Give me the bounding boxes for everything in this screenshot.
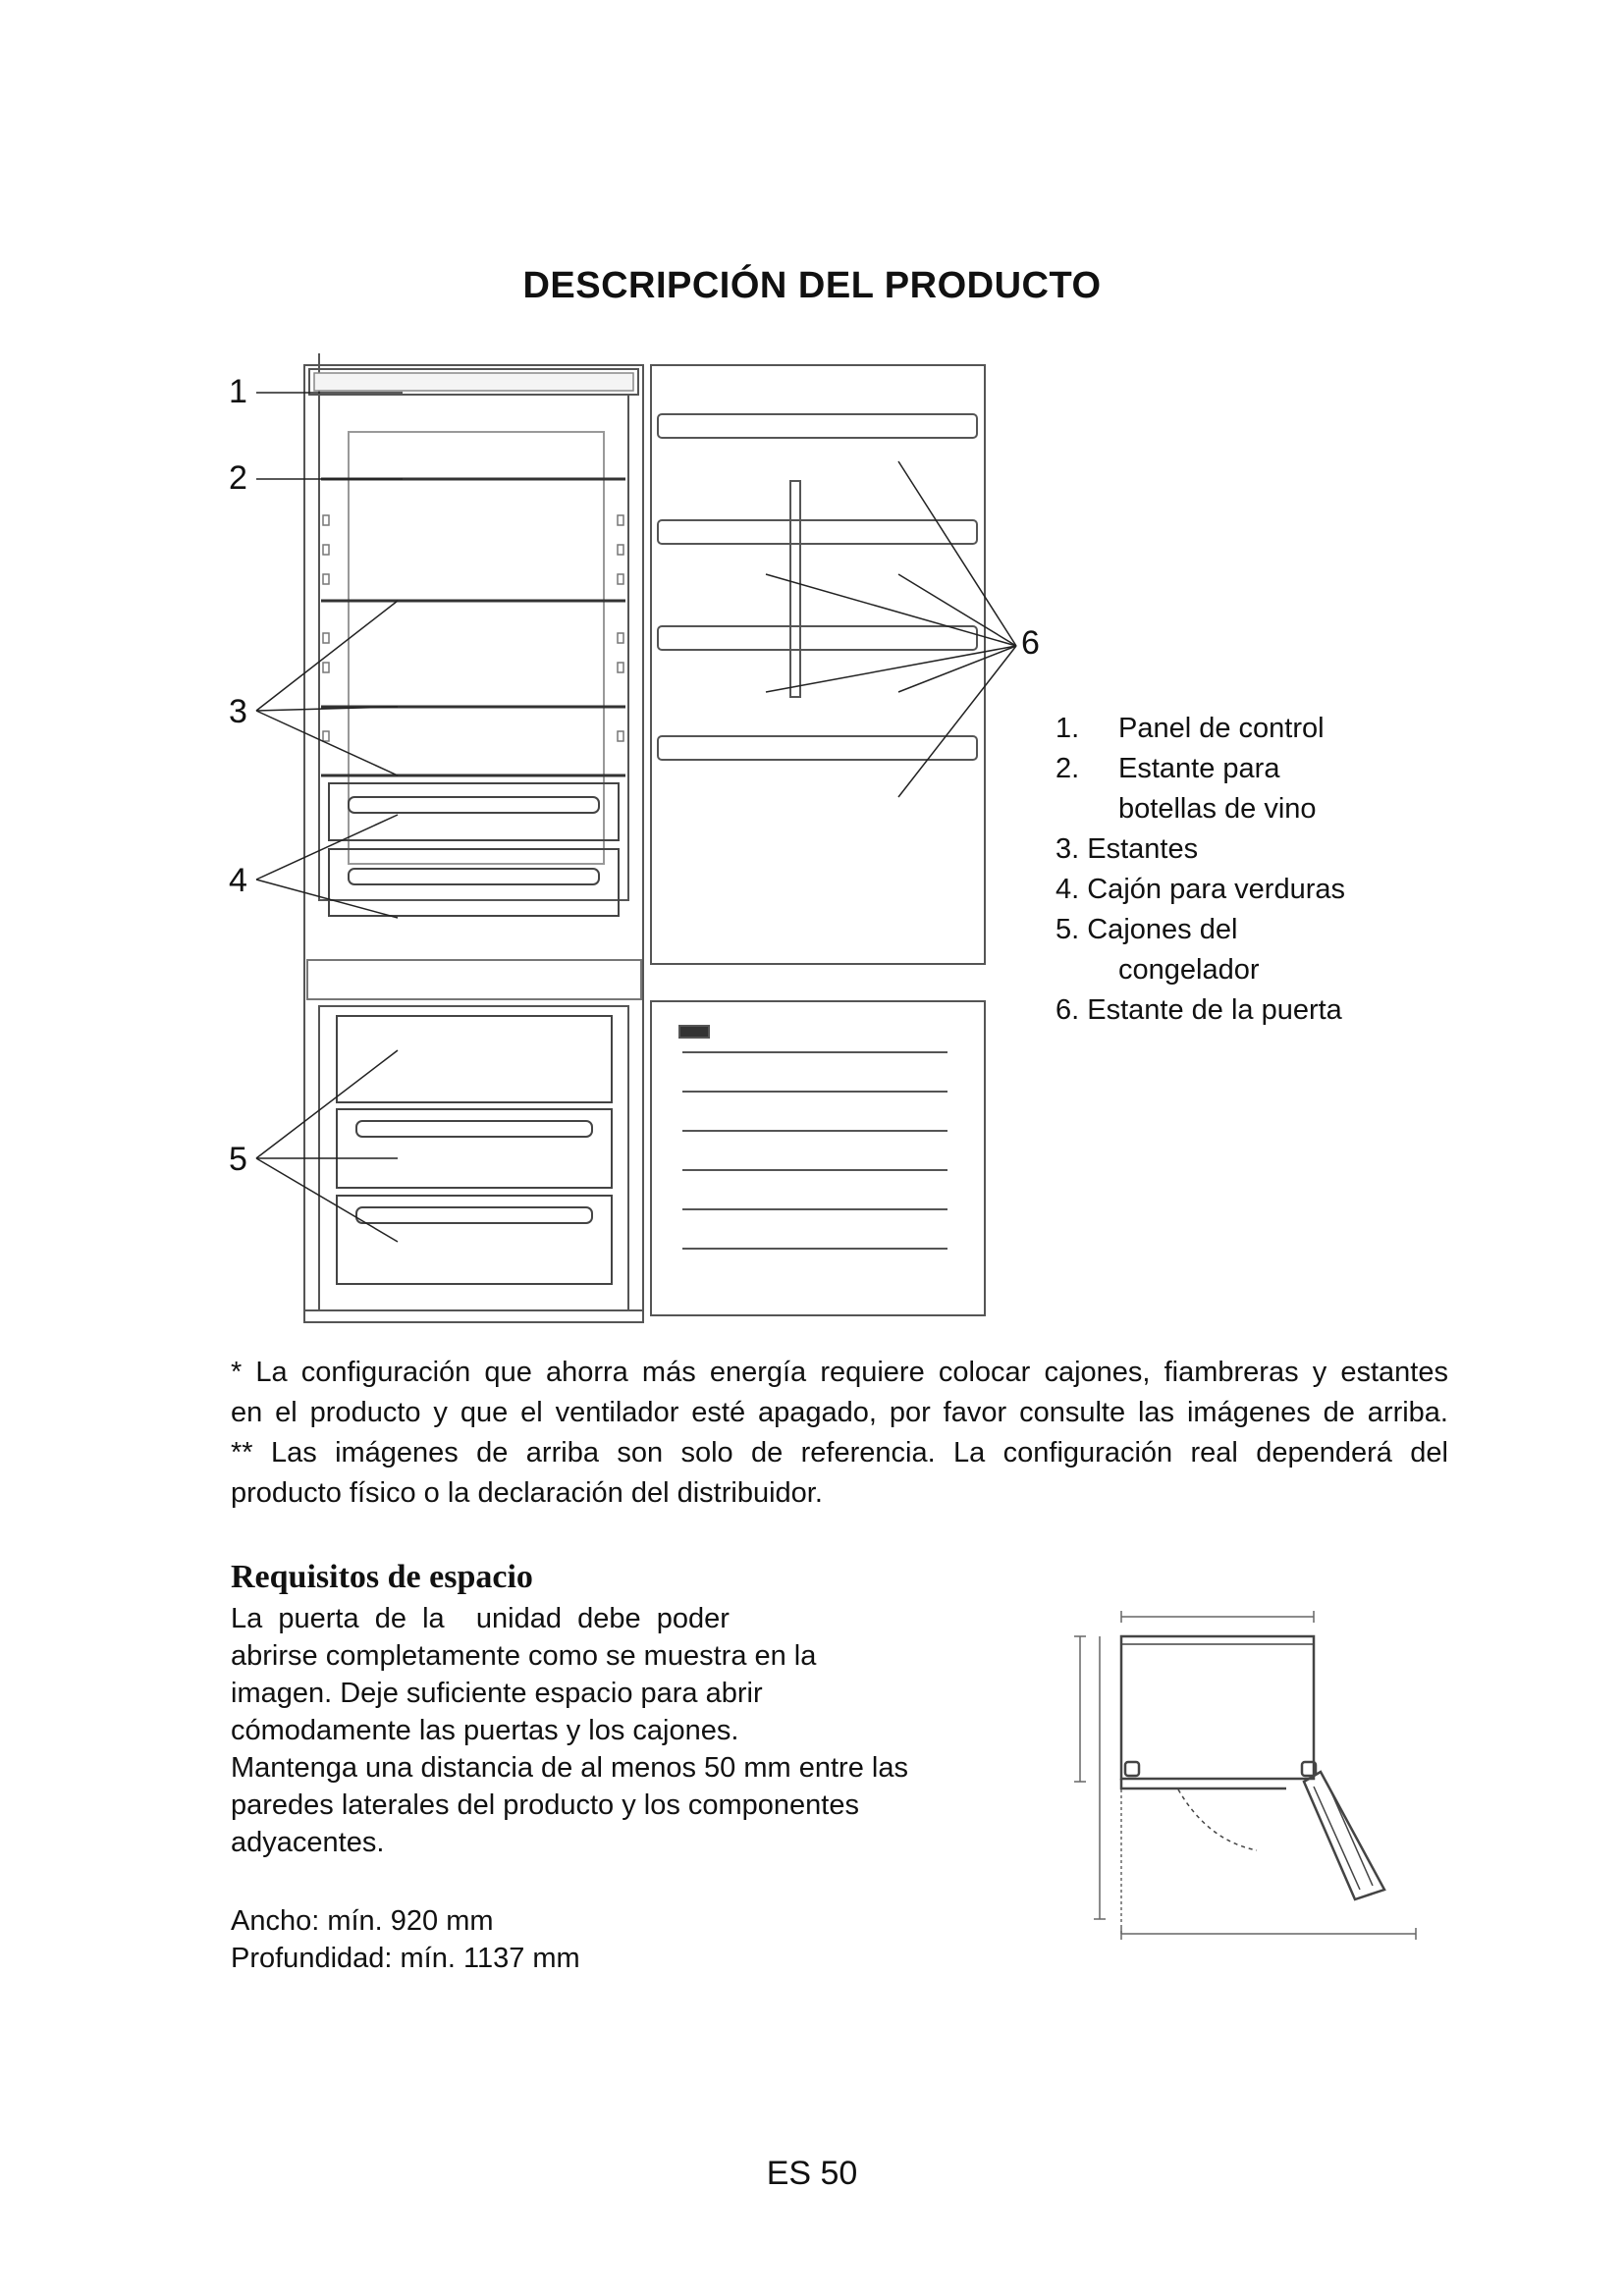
shelves — [321, 479, 625, 775]
door-shelf-2 — [658, 520, 977, 544]
callout-4: 4 — [229, 862, 247, 899]
door-opening-diagram — [1060, 1595, 1434, 1949]
door-shelf-1 — [658, 414, 977, 438]
fridge-diagram — [221, 353, 1040, 1335]
legend-item-6: 6. Estante de la puerta — [1056, 994, 1342, 1026]
space-requirements-text — [231, 1600, 957, 1861]
fridge-door — [651, 365, 985, 964]
cabinet-top-view — [1121, 1636, 1316, 1779]
legend-item-5-cont: congelador — [1118, 954, 1260, 986]
space-line-2: abrirse completamente como se muestra en la — [231, 1640, 817, 1672]
space-line-7: adyacentes. — [231, 1827, 385, 1858]
minimum-dimensions — [231, 1902, 580, 1977]
freezer-drawers — [337, 1016, 612, 1284]
note-line-2: en el producto y que el ventilador esté apagado, por favor consulte las imágenes de arriba. — [231, 1397, 1448, 1428]
legend-item-2-cont: botellas de vino — [1118, 793, 1317, 825]
space-line-3: imagen. Deje suficiente espacio para abrir — [231, 1678, 763, 1709]
legend-item-5: 5. Cajones del — [1056, 914, 1238, 945]
min-depth: Profundidad: mín. 1137 mm — [231, 1943, 580, 1974]
callout-2: 2 — [229, 459, 247, 497]
door-shelf-4 — [658, 736, 977, 760]
space-requirements-heading: Requisitos de espacio — [231, 1559, 533, 1595]
space-line-4: cómodamente las puertas y los cajones. — [231, 1715, 739, 1746]
control-panel — [314, 373, 633, 391]
legend-item-1: 1. Panel de control — [1056, 713, 1325, 744]
fridge-cabinet — [304, 353, 643, 1322]
space-line-6: paredes laterales del producto y los componentes — [231, 1789, 859, 1821]
parts-legend — [1056, 709, 1345, 1031]
note-line-3: ** Las imágenes de arriba son solo de referencia. La configuración real dependerá del — [231, 1437, 1448, 1468]
min-width: Ancho: mín. 920 mm — [231, 1905, 494, 1937]
callout-3: 3 — [229, 693, 247, 730]
callout-5: 5 — [229, 1141, 247, 1178]
legend-item-4: 4. Cajón para verduras — [1056, 874, 1345, 905]
freezer-door — [651, 1001, 985, 1315]
door-shelf-3 — [658, 626, 977, 650]
space-line-5: Mantenga una distancia de al menos 50 mm entre las — [231, 1752, 908, 1784]
legend-item-2: 2. Estante para — [1056, 753, 1280, 784]
callout-6: 6 — [1021, 624, 1040, 662]
callout-1: 1 — [229, 373, 247, 410]
space-line-1: La puerta de la unidad debe poder — [231, 1603, 730, 1634]
page-number: ES 50 — [766, 2155, 858, 2192]
note-line-4: producto físico o la declaración del distribuidor. — [231, 1477, 823, 1509]
crisper-drawers — [329, 783, 619, 916]
open-door-top-view — [1121, 1772, 1384, 1899]
page-title: DESCRIPCIÓN DEL PRODUCTO — [522, 265, 1102, 306]
legend-item-3: 3. Estantes — [1056, 833, 1199, 865]
note-line-1: * La configuración que ahorra más energía requiere colocar cajones, fiambreras y estantes — [231, 1357, 1448, 1388]
configuration-notes — [231, 1353, 1448, 1514]
